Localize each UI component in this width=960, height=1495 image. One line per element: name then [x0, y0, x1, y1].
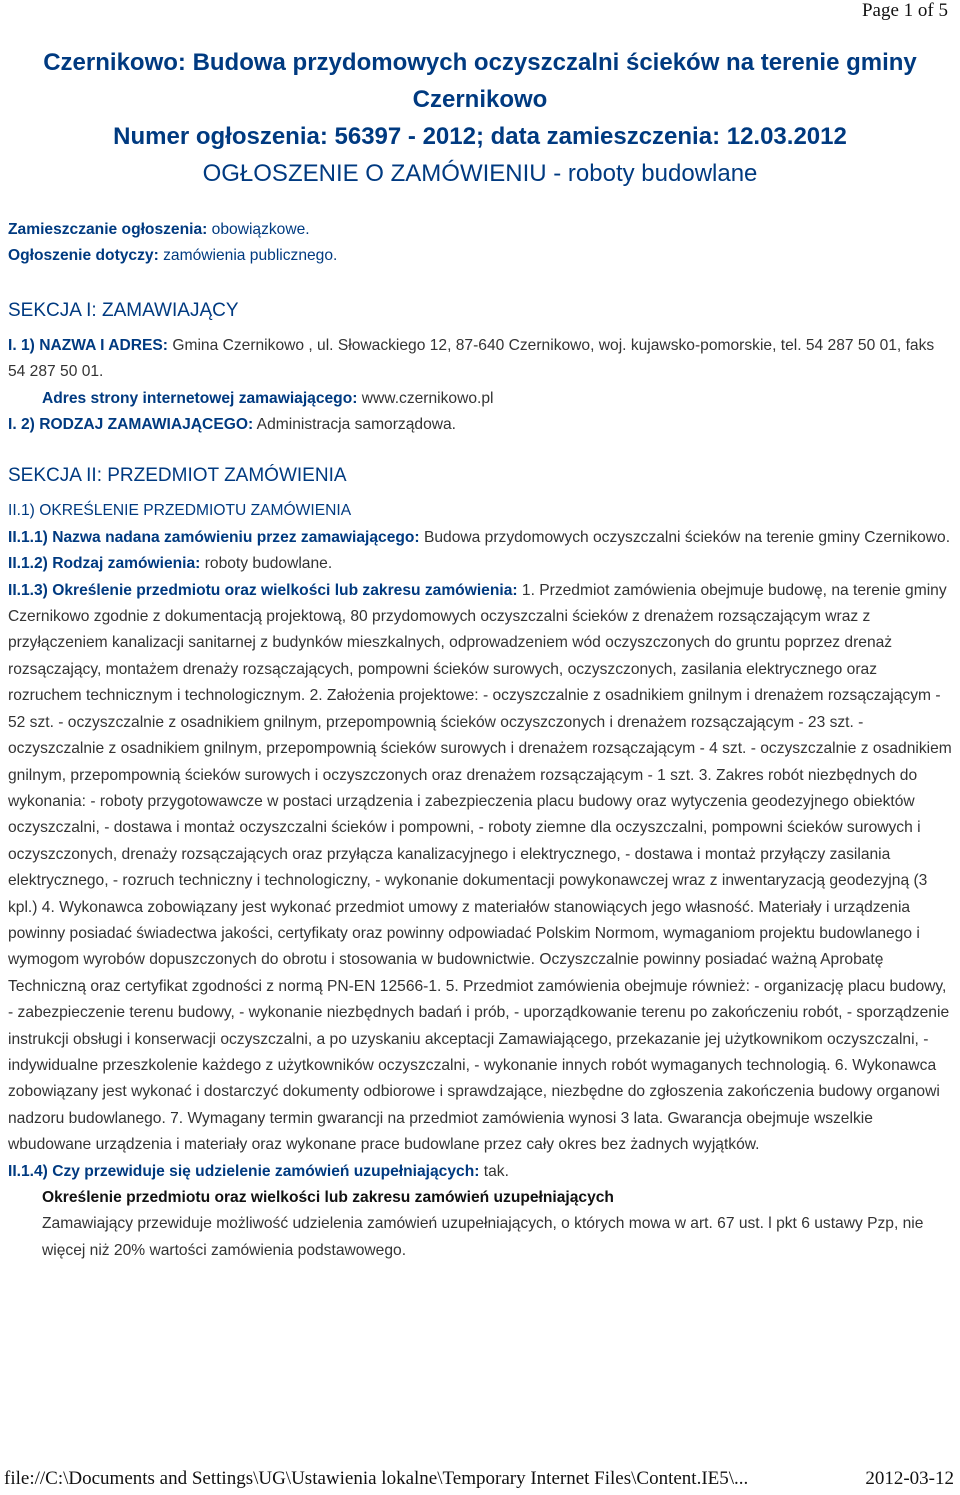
announcement-number: Numer ogłoszenia: 56397 - 2012; data zamieszczenia: 12.03.2012	[113, 123, 847, 150]
placement-value: obowiązkowe.	[211, 221, 310, 238]
supplementary-desc-value: Zamawiający przewiduje możliwość udzielenia zamówień uzupełniających, o których mowa w art. 67 ust. l pkt 6 ustawy Pzp, nie więcej niż 20% wartości zamówienia podstawowego.	[42, 1215, 924, 1259]
section-2-heading: SEKCJA II: PRZEDMIOT ZAMÓWIENIA	[8, 465, 347, 487]
file-path: file://C:\Documents and Settings\UG\Ustawienia lokalne\Temporary Internet Files\Content.IE5\...	[4, 1468, 749, 1489]
section-2-subheading: II.1) OKREŚLENIE PRZEDMIOTU ZAMÓWIENIA	[8, 502, 352, 520]
order-scope-label: II.1.3) Określenie przedmiotu oraz wielkości lub zakresu zamówienia:	[8, 581, 518, 599]
page-number: Page 1 of 5	[861, 0, 948, 21]
order-kind-label: II.1.2) Rodzaj zamówienia:	[8, 555, 201, 573]
document-content	[0, 44, 960, 1264]
order-name-label: II.1.1) Nazwa nadana zamówieniu przez zamawiającego:	[8, 528, 420, 546]
contracting-type-label: I. 2) RODZAJ ZAMAWIAJĄCEGO:	[8, 416, 254, 434]
order-kind-value: roboty budowlane.	[204, 555, 333, 573]
page-footer	[0, 1468, 960, 1490]
meta-block	[8, 217, 952, 270]
order-scope-value: 1. Przedmiot zamówienia obejmuje budowę, na terenie gminy Czernikowo zgodnie z dokumentacją projektową, 80 przydomowych oczyszczalni ścieków z drenażem rozsączającym wraz z przyłączeniem kanalizacji sanitarnej z budynków mieszkalnych, odprowadzeniem wód oczyszczonych do gruntu poprzez drenaż rozsączający, montażem drenaży rozsączających, pompowni ścieków surowych, oczyszczonych, zasilania elektrycznego oraz rozruchem technicznym i technologicznym. 2. Założenia projektowe: - oczyszczalnie z osadnikiem gnilnym i drenażem rozsączającym - 52 szt. - oczyszczalnie z osadnikiem gnilnym, przepompownią ścieków oczyszczonych i drenażem rozsączającym - 23 szt. - oczyszczalnie z osadnikiem gnilnym, przepompownią ścieków surowych i drenażem rozsączającym - 4 szt. - oczyszczalnie z osadnikiem gnilnym, przepompownią ścieków surowych i oczyszczonych oraz drenażem rozsączającym - 1 szt. 3. Zakres robót niezbędnych do wykonania: - roboty przygotowawcze w postaci urządzenia i zabezpieczenia placu budowy oraz wytyczenia geodezyjnego obiektów oczyszczalni, - dostawa i montaż oczyszczalni ścieków i pompowni, - roboty ziemne dla oczyszczalni, pompowni ścieków surowych i oczyszczonych, drenaży rozsączających oraz przyłącza kanalizacyjnego i elektrycznego, - dostawa i montaż przyłączy zasilania elektrycznego, - rozruch techniczny i technologiczny, - wykonanie dokumentacji powykonawczej wraz z inwentaryzacją geodezyjną (3 kpl.) 4. Wykonawca zobowiązany jest wykonać przedmiot umowy z materiałów stanowiących jego własność. Materiały i urządzenia powinny posiadać świadectwa jakości, certyfikaty oraz powinny odpowiadać Polskim Normom, wymaganiom projektu budowlanego i wymogom wyrobów dopuszczonych do obrotu i stosowania w budownictwie. Oczyszczalnie powinny posiadać ważną Aprobatę Techniczną oraz certyfikat zgodności z normą PN-EN 12566-1. 5. Przedmiot zamówienia obejmuje również: - organizację placu budowy, - zabezpieczenie terenu budowy, - wykonanie niezbędnych badań i prób, - uporządkowanie terenu po zakończeniu robót, - sporządzenie instrukcji obsługi i konserwacji oczyszczalni, a po uzyskaniu akceptacji Zamawiającego, przekazanie jej użytkownikom oczyszczalni, - indywidualne przeszkolenie każdego z użytkowników oczyszczalni, - wykonanie innych robót wymaganych technologią. 6. Wykonawca zobowiązany jest wykonać i dostarczyć dokumenty odbiorowe i sprawdzające, niezbędne do zgłoszenia zakończenia budowy organowi nadzoru budowlanego. 7. Wymagany termin gwarancji na przedmiot zamówienia wynosi 3 lata. Gwarancja obejmuje wszelkie wbudowane urządzenia i materiały oraz wykonane prace budowlane przez cały okres bez żadnych wyjątków.	[8, 581, 952, 1154]
announcement-title	[0, 44, 960, 193]
title-line-2: Czernikowo	[412, 86, 548, 113]
contracting-type-value: Administracja samorządowa.	[256, 416, 457, 434]
contracting-name-value: Gmina Czernikowo , ul. Słowackiego 12, 87-640 Czernikowo, woj. kujawsko-pomorskie, tel. 54 287 50 01, faks 54 287 50 01.	[8, 336, 935, 381]
concerns-label: Ogłoszenie dotyczy:	[8, 247, 159, 265]
supplementary-desc-heading: Określenie przedmiotu oraz wielkości lub zakresu zamówień uzupełniających	[42, 1189, 614, 1206]
document-body	[0, 217, 960, 1264]
order-name-value: Budowa przydomowych oczyszczalni ścieków na terenie gminy Czernikowo.	[423, 528, 951, 546]
placement-label: Zamieszczanie ogłoszenia:	[8, 221, 208, 238]
supplementary-value: tak.	[483, 1162, 509, 1180]
contracting-name-label: I. 1) NAZWA I ADRES:	[8, 336, 168, 354]
supplementary-label: II.1.4) Czy przewiduje się udzielenie zamówień uzupełniających:	[8, 1162, 480, 1180]
print-date: 2012-03-12	[865, 1468, 954, 1489]
title-line-1: Czernikowo: Budowa przydomowych oczyszczalni ścieków na terenie gminy	[43, 49, 917, 76]
website-label: Adres strony internetowej zamawiającego:	[42, 389, 358, 407]
announcement-type: OGŁOSZENIE O ZAMÓWIENIU - roboty budowlane	[202, 160, 758, 187]
concerns-value: zamówienia publicznego.	[163, 247, 338, 265]
section-1-heading: SEKCJA I: ZAMAWIAJĄCY	[8, 299, 239, 321]
website-link[interactable]: www.czernikowo.pl	[361, 389, 494, 407]
